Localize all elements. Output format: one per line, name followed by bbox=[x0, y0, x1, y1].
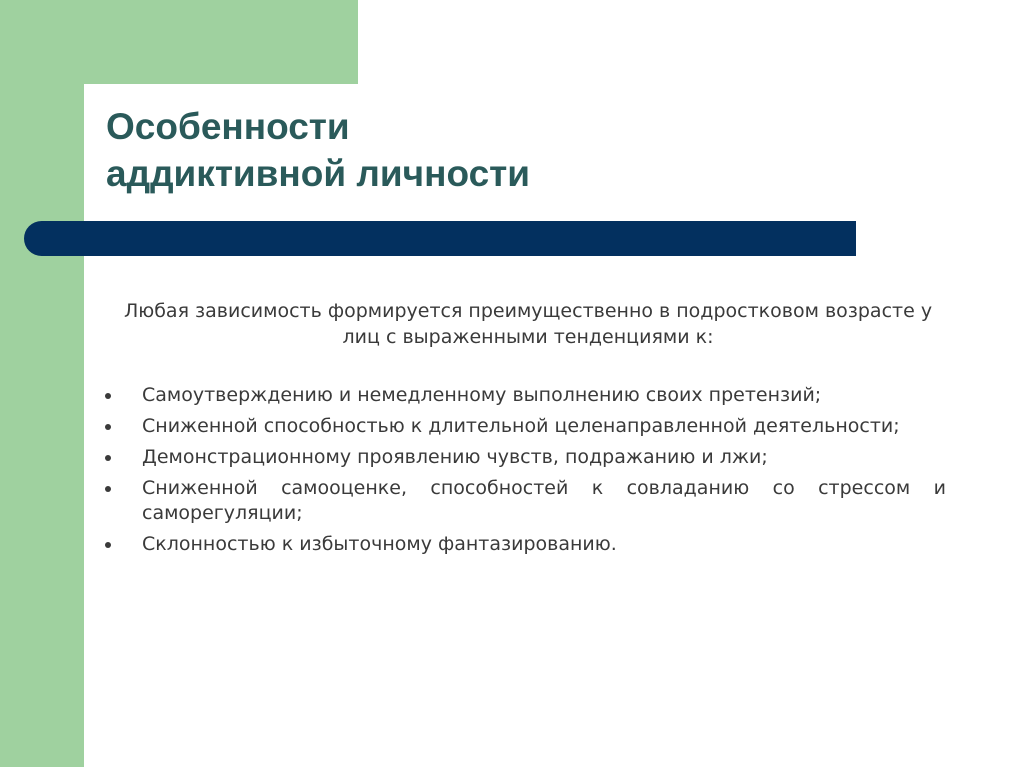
title-divider-bar bbox=[24, 221, 856, 256]
bullet-item bbox=[103, 476, 946, 526]
bullet-text: Демонстрационному проявлению чувств, подражанию и лжи; bbox=[142, 446, 768, 468]
bullet-item bbox=[103, 532, 946, 557]
slide-title bbox=[106, 103, 846, 197]
top-accent-block bbox=[0, 0, 358, 84]
left-accent-bar bbox=[0, 0, 84, 767]
title-line-1: Особенности bbox=[106, 106, 350, 147]
bullet-icon bbox=[105, 542, 111, 548]
title-line-2: аддиктивной личности bbox=[106, 153, 531, 194]
bullet-text: Сниженной способностью к длительной целенаправленной деятельности; bbox=[142, 415, 900, 437]
bullet-text: Самоутверждению и немедленному выполнению своих претензий; bbox=[142, 384, 822, 406]
bullet-text: Сниженной самооценке, способностей к совладанию со стрессом и саморегуляции; bbox=[142, 477, 946, 524]
bullet-text: Склонностью к избыточному фантазированию. bbox=[142, 533, 617, 555]
bullet-icon bbox=[105, 424, 111, 430]
bullet-list bbox=[103, 383, 946, 563]
bullet-item bbox=[103, 445, 946, 470]
bullet-icon bbox=[105, 486, 111, 492]
bullet-item bbox=[103, 383, 946, 408]
intro-text: Любая зависимость формируется преимущественно в подростковом возрасте у лиц с выраженными тенденциями к: bbox=[123, 300, 933, 348]
bullet-item bbox=[103, 414, 946, 439]
bullet-icon bbox=[105, 455, 111, 461]
bullet-icon bbox=[105, 393, 111, 399]
